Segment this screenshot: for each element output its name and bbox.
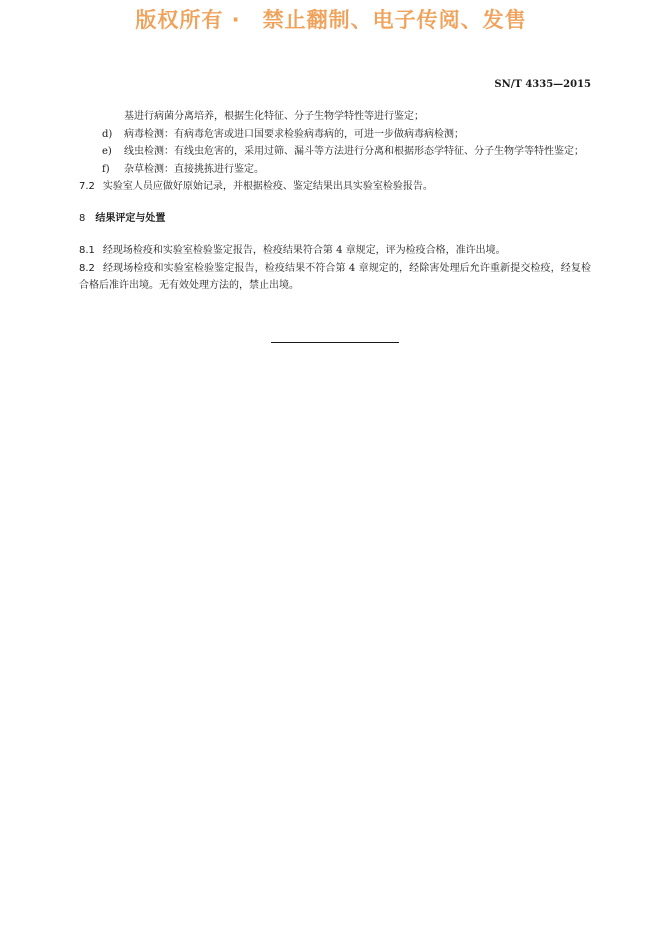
watermark-prohibition-text: 禁止翻制、电子传阅、发售: [262, 8, 527, 32]
clause-number: 8.2: [79, 262, 95, 274]
list-item-continuation: 基进行病菌分离培养，根据生化特征、分子生物学特性等进行鉴定；: [124, 111, 424, 122]
section-heading-8: [79, 210, 591, 228]
clause-text: 经现场检疫和实验室检验鉴定报告，检疫结果符合第 4 章规定，评为检疫合格，准许出境。: [102, 245, 506, 256]
clause-number: 7.2: [79, 181, 95, 192]
list-item-e: [79, 143, 591, 161]
clause-text: 经现场检疫和实验室检验鉴定报告，检疫结果不符合第 4 章规定的，经除害处理后允许重新提交检疫，经复检合格后准许出境。无有效处理方法的，禁止出境。: [79, 262, 591, 291]
watermark-copyright-text: 版权所有 ·: [135, 8, 241, 32]
list-marker: f): [102, 163, 110, 175]
list-marker: e): [102, 146, 112, 157]
standard-code: SN/T 4335—2015: [494, 79, 591, 90]
clause-8-2: [79, 260, 591, 295]
list-item-f: [79, 161, 591, 179]
copyright-watermark: [0, 4, 662, 34]
section-title: 结果评定与处置: [95, 212, 166, 224]
clause-text: 实验室人员应做好原始记录，并根据检疫、鉴定结果出具实验室检验报告。: [102, 181, 433, 192]
list-item-text: 线虫检测：有线虫危害的，采用过筛、漏斗等方法进行分离和根据形态学特征、分子生物学等特性鉴定；: [124, 146, 584, 157]
document-body: [79, 108, 591, 295]
clause-8-1: [79, 242, 591, 260]
clause-number: 8.1: [79, 245, 95, 256]
end-of-document-rule: [271, 342, 399, 343]
list-item-text: 病毒检测：有病毒危害或进口国要求检验病毒病的，可进一步做病毒病检测；: [124, 128, 464, 140]
section-number: 8: [79, 212, 86, 224]
list-item-text: 杂草检测：直接挑拣进行鉴定。: [124, 163, 264, 175]
list-marker: d): [102, 128, 113, 140]
clause-7-2: [79, 178, 591, 196]
list-item-d: [79, 126, 591, 144]
